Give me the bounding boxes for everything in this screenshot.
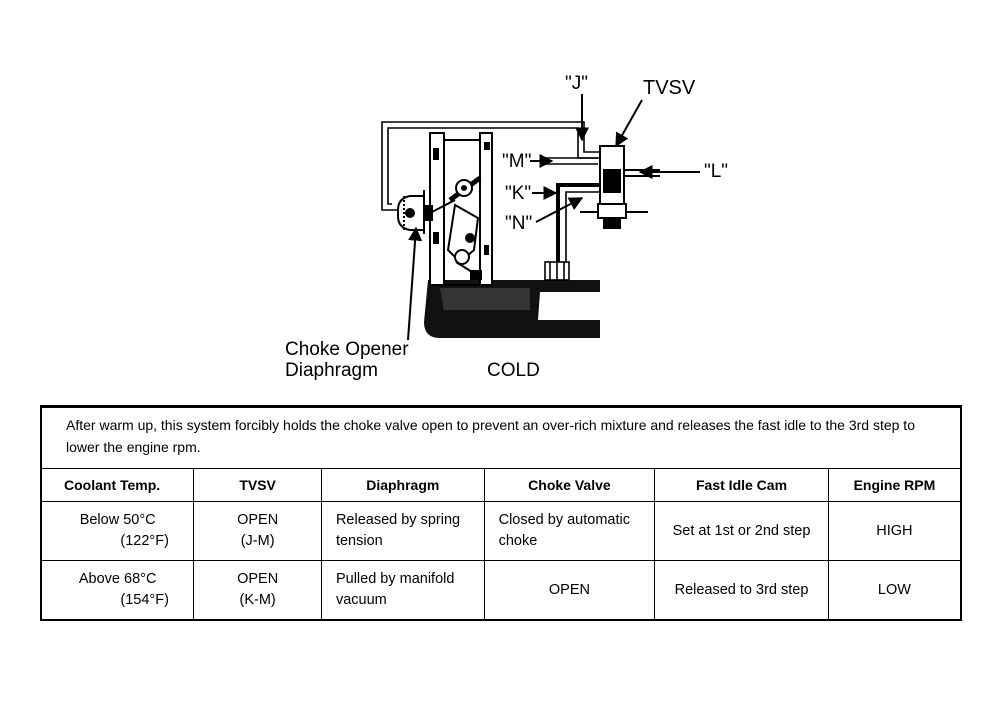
vacuum-hose-m (545, 158, 598, 164)
cell-diaphragm (321, 502, 484, 561)
choke-valve-linkage (448, 178, 480, 272)
label-diaphragm: Diaphragm (285, 360, 378, 381)
coolant-temp-value: Above 68°C (78, 571, 157, 587)
diaphragm-state-line2: vacuum (335, 592, 387, 608)
header-choke-valve: Choke Valve (484, 469, 655, 502)
tvsv-ports: (J-M) (240, 533, 275, 549)
cell-choke-valve: OPEN (484, 561, 655, 621)
manifold-vacuum-port (545, 262, 569, 280)
cell-engine-rpm: HIGH (828, 502, 961, 561)
header-diaphragm: Diaphragm (321, 469, 484, 502)
label-port-m: "M" (502, 151, 532, 172)
label-cold: COLD (487, 360, 540, 381)
header-engine-rpm: Engine RPM (828, 469, 961, 502)
cell-coolant-temp (41, 502, 194, 561)
choke-valve-state-line1: Closed by automatic (498, 512, 630, 528)
system-description: After warm up, this system forcibly holds the choke valve open to prevent an over-rich mixture and releases the fast idle to the 3rd step to lower the engine rpm. (41, 407, 961, 469)
label-port-l: "L" (704, 161, 729, 182)
table-row (41, 502, 961, 561)
label-port-n: "N" (505, 213, 533, 234)
cell-fast-idle-cam: Released to 3rd step (655, 561, 829, 621)
coolant-temp-fahrenheit: (154°F) (120, 592, 169, 608)
tvsv-state: OPEN (237, 512, 279, 528)
tvsv-state: OPEN (237, 571, 279, 587)
cell-coolant-temp (41, 561, 194, 621)
label-tvsv: TVSV (643, 77, 696, 99)
choke-opener-diaphragm (398, 190, 455, 234)
choke-opener-operation-table (40, 405, 962, 621)
label-port-j: "J" (565, 73, 588, 94)
choke-valve-state-line2: choke (498, 533, 538, 549)
diaphragm-state-line1: Pulled by manifold (335, 571, 455, 587)
tvsv-ports: (K-M) (239, 592, 276, 608)
cell-engine-rpm: LOW (828, 561, 961, 621)
table-header-row (41, 469, 961, 502)
table-row (41, 561, 961, 621)
diaphragm-state-line1: Released by spring (335, 512, 461, 528)
cell-diaphragm (321, 561, 484, 621)
header-coolant-temp: Coolant Temp. (41, 469, 194, 502)
diaphragm-state-line2: tension (335, 533, 383, 549)
header-tvsv: TVSV (194, 469, 322, 502)
cell-choke-valve (484, 502, 655, 561)
intake-manifold (424, 280, 600, 338)
label-choke-opener: Choke Opener (285, 339, 409, 360)
coolant-temp-fahrenheit: (122°F) (120, 533, 169, 549)
coolant-temp-value: Below 50°C (79, 512, 156, 528)
cell-tvsv (194, 561, 322, 621)
label-port-k: "K" (505, 183, 532, 204)
header-fast-idle-cam: Fast Idle Cam (655, 469, 829, 502)
cell-fast-idle-cam: Set at 1st or 2nd step (655, 502, 829, 561)
cell-tvsv (194, 502, 322, 561)
